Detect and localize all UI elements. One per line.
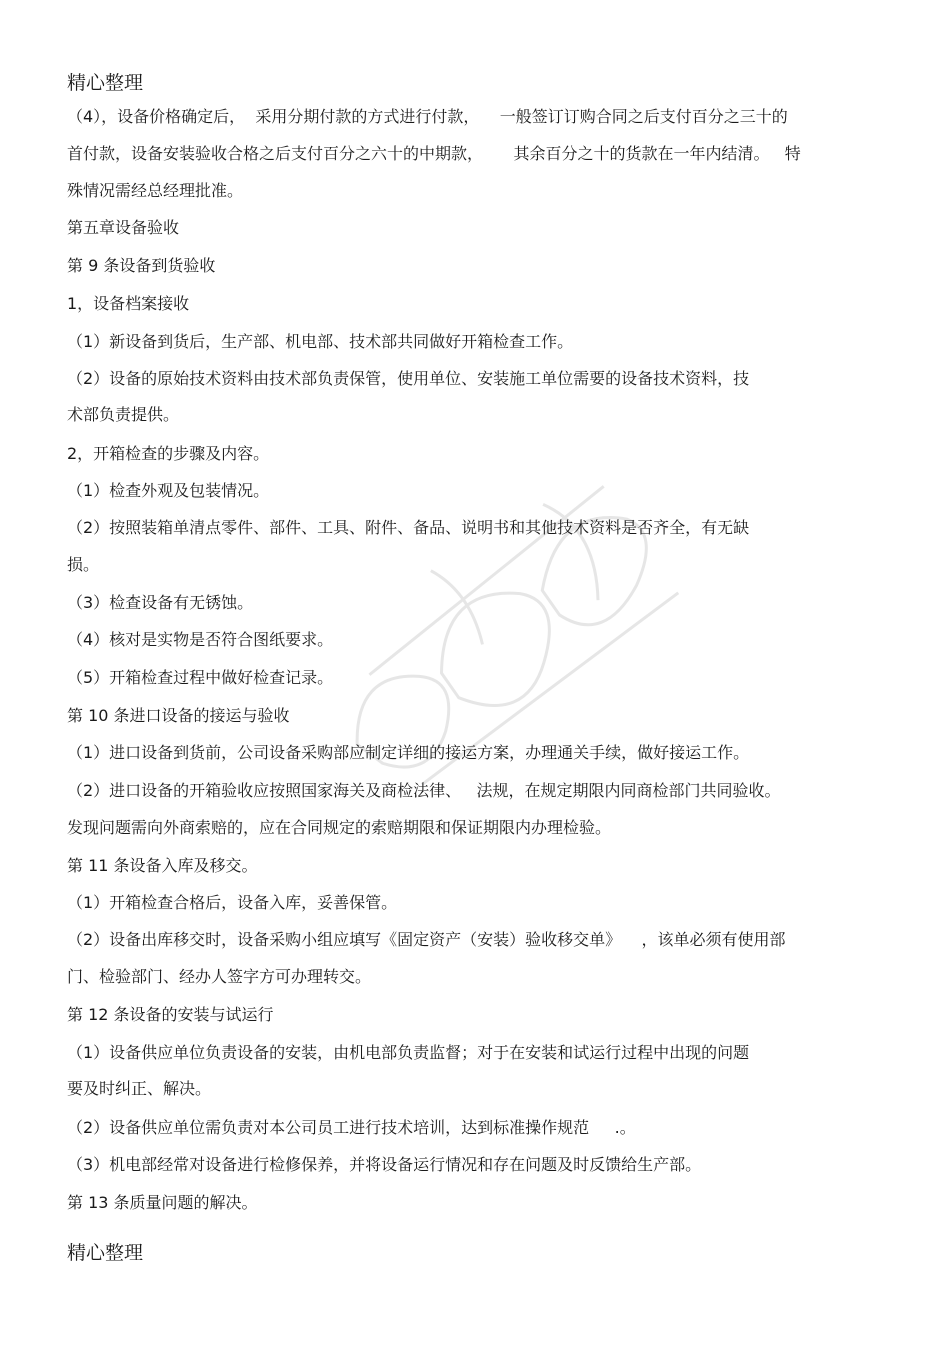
text-line: （2）设备的原始技术资料由技术部负责保管，使用单位、安装施工单位需要的设备技术资料，技 xyxy=(67,369,750,388)
text-line: （2）按照装箱单清点零件、部件、工具、附件、备品、说明书和其他技术资料是否齐全，有无缺 xyxy=(67,518,750,537)
article-heading: 第 13 条质量问题的解决。 xyxy=(67,1193,258,1212)
text-line: 损。 xyxy=(67,555,100,574)
text-line: （1）进口设备到货前，公司设备采购部应制定详细的接运方案，办理通关手续，做好接运工作。 xyxy=(67,743,750,762)
text-line: 首付款，设备安装验收合格之后支付百分之六十的中期款， 其余百分之十的货款在一年内结清。 特 xyxy=(67,144,801,163)
text-line: （2）进口设备的开箱验收应按照国家海关及商检法律、 法规，在规定期限内同商检部门共同验收。 xyxy=(67,781,781,800)
watermark-stamp xyxy=(250,380,810,940)
text-line: （1）检查外观及包装情况。 xyxy=(67,481,270,500)
article-heading: 第 10 条进口设备的接运与验收 xyxy=(67,706,290,725)
text-line: 殊情况需经总经理批准。 xyxy=(67,181,244,200)
text-line: （2）设备供应单位需负责对本公司员工进行技术培训，达到标准操作规范 .。 xyxy=(67,1118,636,1137)
text-line: （4），设备价格确定后， 采用分期付款的方式进行付款， 一般签订订购合同之后支付百分之三十的 xyxy=(67,107,788,126)
chapter-heading: 第五章设备验收 xyxy=(67,218,180,237)
text-line: （2）设备出库移交时，设备采购小组应填写《固定资产（安装）验收移交单》 ，该单必须有使用部 xyxy=(67,930,786,949)
page-footer: 精心整理 xyxy=(67,1242,144,1264)
text-line: 要及时纠正、解决。 xyxy=(67,1079,212,1098)
text-line: （3）检查设备有无锈蚀。 xyxy=(67,593,254,612)
text-line: 2，开箱检查的步骤及内容。 xyxy=(67,444,270,463)
text-line: （1）新设备到货后，生产部、机电部、技术部共同做好开箱检查工作。 xyxy=(67,332,574,351)
article-heading: 第 11 条设备入库及移交。 xyxy=(67,856,258,875)
text-line: 门、检验部门、经办人签字方可办理转交。 xyxy=(67,967,372,986)
article-heading: 第 9 条设备到货验收 xyxy=(67,256,216,275)
article-heading: 第 12 条设备的安装与试运行 xyxy=(67,1005,274,1024)
page-header: 精心整理 xyxy=(67,72,144,94)
text-line: （3）机电部经常对设备进行检修保养，并将设备运行情况和存在问题及时反馈给生产部。 xyxy=(67,1155,702,1174)
text-line: 术部负责提供。 xyxy=(67,405,180,424)
text-line: 1，设备档案接收 xyxy=(67,294,190,313)
text-line: （1）设备供应单位负责设备的安装，由机电部负责监督；对于在安装和试运行过程中出现的问题 xyxy=(67,1043,750,1062)
text-line: （5）开箱检查过程中做好检查记录。 xyxy=(67,668,334,687)
text-line: 发现问题需向外商索赔的，应在合同规定的索赔期限和保证期限内办理检验。 xyxy=(67,818,612,837)
text-line: （1）开箱检查合格后，设备入库，妥善保管。 xyxy=(67,893,398,912)
text-line: （4）核对是实物是否符合图纸要求。 xyxy=(67,630,334,649)
